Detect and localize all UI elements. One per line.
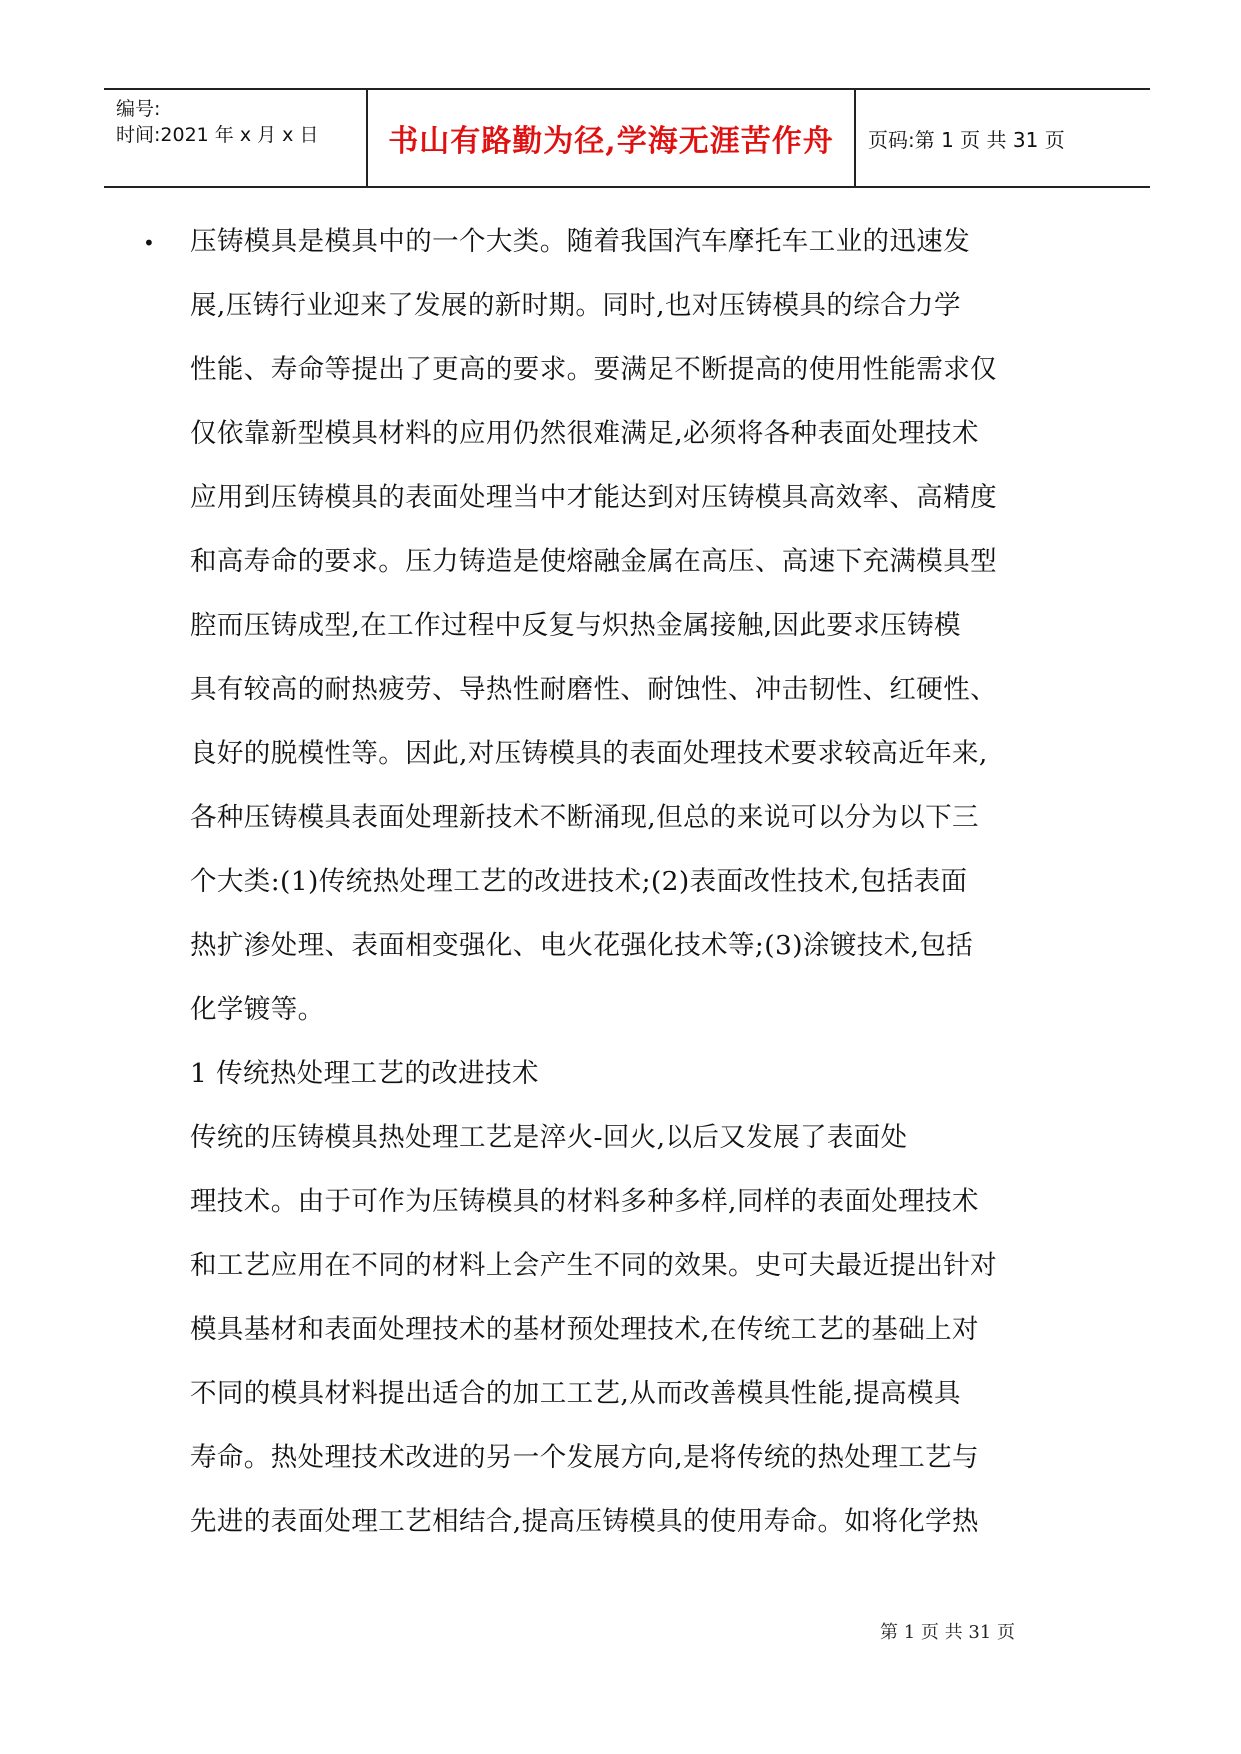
text-line: 和工艺应用在不同的材料上会产生不同的效果。史可夫最近提出针对	[190, 1250, 997, 1281]
header-table	[104, 88, 1150, 188]
header-page-info: 页码:第 1 页 共 31 页	[868, 127, 1065, 152]
header-motto: 书山有路勤为径,学海无涯苦作舟	[368, 90, 856, 186]
text-line: 传统的压铸模具热处理工艺是淬火-回火,以后又发展了表面处	[190, 1122, 908, 1153]
text-line: 热扩渗处理、表面相变强化、电火花强化技术等;(3)涂镀技术,包括	[190, 930, 974, 961]
text-line: 个大类:(1)传统热处理工艺的改进技术;(2)表面改性技术,包括表面	[190, 866, 968, 897]
text-line: 应用到压铸模具的表面处理当中才能达到对压铸模具高效率、高精度	[190, 482, 997, 513]
text-line: 各种压铸模具表面处理新技术不断涌现,但总的来说可以分为以下三	[190, 802, 979, 833]
text-line: 良好的脱模性等。因此,对压铸模具的表面处理技术要求较高近年来,	[190, 738, 988, 769]
text-line: 先进的表面处理工艺相结合,提高压铸模具的使用寿命。如将化学热	[190, 1506, 979, 1537]
text-line: 模具基材和表面处理技术的基材预处理技术,在传统工艺的基础上对	[190, 1314, 979, 1345]
time-label: 时间:2021 年 x 月 x 日	[116, 124, 319, 146]
text-line: 性能、寿命等提出了更高的要求。要满足不断提高的使用性能需求仅	[190, 354, 997, 385]
text-line: 腔而压铸成型,在工作过程中反复与炽热金属接触,因此要求压铸模	[190, 610, 961, 641]
number-label: 编号:	[116, 98, 161, 120]
bullet-marker: •	[143, 231, 155, 255]
footer-page-number: 第 1 页 共 31 页	[880, 1622, 1015, 1643]
text-line: 不同的模具材料提出适合的加工工艺,从而改善模具性能,提高模具	[190, 1378, 961, 1409]
text-line: 具有较高的耐热疲劳、导热性耐磨性、耐蚀性、冲击韧性、红硬性、	[190, 674, 997, 705]
text-line: 展,压铸行业迎来了发展的新时期。同时,也对压铸模具的综合力学	[190, 290, 961, 321]
text-line: 压铸模具是模具中的一个大类。随着我国汽车摩托车工业的迅速发	[190, 226, 971, 257]
text-line: 化学镀等。	[190, 994, 325, 1025]
text-line: 理技术。由于可作为压铸模具的材料多种多样,同样的表面处理技术	[190, 1186, 979, 1217]
text-line: 寿命。热处理技术改进的另一个发展方向,是将传统的热处理工艺与	[190, 1442, 979, 1473]
text-line: 仅依靠新型模具材料的应用仍然很难满足,必须将各种表面处理技术	[190, 418, 979, 449]
header-left-cell	[104, 90, 368, 186]
section-heading: 1 传统热处理工艺的改进技术	[190, 1058, 539, 1089]
text-line: 和高寿命的要求。压力铸造是使熔融金属在高压、高速下充满模具型	[190, 546, 997, 577]
